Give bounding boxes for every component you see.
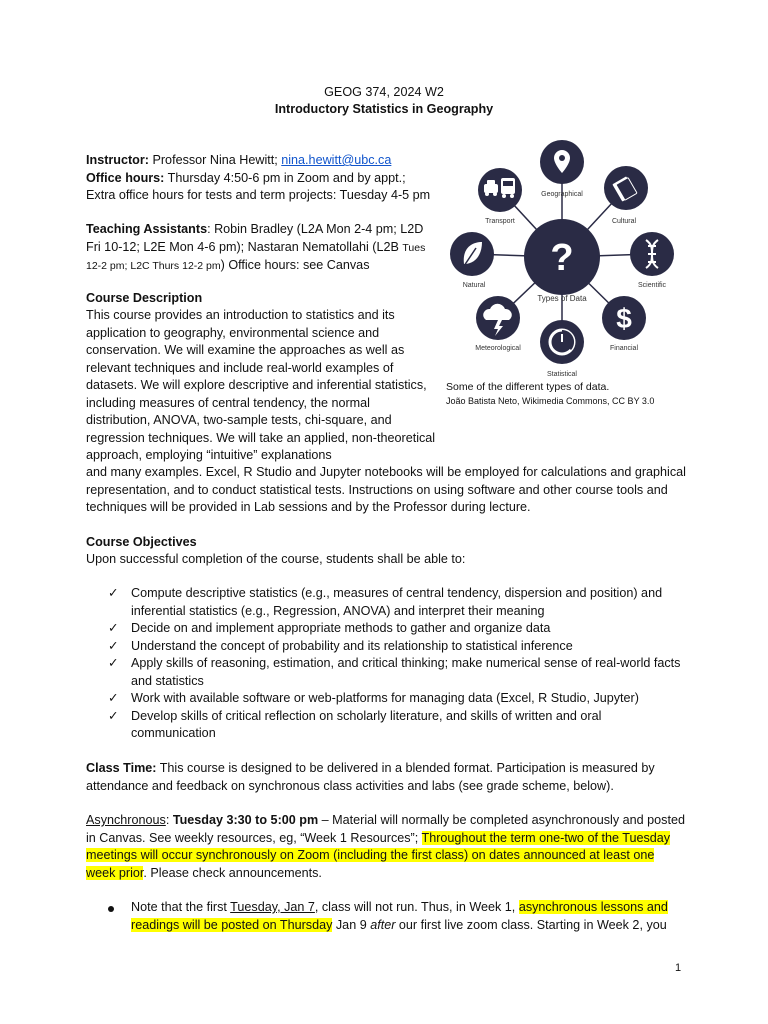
description-line: application to geography, environmental science and xyxy=(86,325,380,340)
ta-label: Teaching Assistants xyxy=(86,222,208,236)
financial-node xyxy=(602,296,646,340)
checkmark-icon: ✓ xyxy=(108,586,119,600)
course-title: Introductory Statistics in Geography xyxy=(274,102,494,116)
dollar-icon: $ xyxy=(616,303,632,334)
description-line: conservation. We will examine the approaches as well as xyxy=(86,343,405,357)
checkmark-icon: ✓ xyxy=(108,691,119,705)
ta-text-b: ) Office hours: see Canvas xyxy=(220,258,370,272)
class-time-label: Class Time: xyxy=(86,761,157,775)
ta-small-text: Tues 12-2 pm; L2C Thurs 12-2 pm xyxy=(86,241,426,272)
objective-item: ✓ Develop skills of critical reflection on scholarly literature, and skills of written and oral communication xyxy=(108,708,602,740)
first-class-note: Note that the first Tuesday, Jan 7, class will not run. Thus, in Week 1, asynchronous lessons and readings will be posted on Thursday Jan 9 after our first live zoom class. Starting in Week 2, you xyxy=(108,899,683,934)
natural-node xyxy=(450,232,494,276)
objectives-heading: Course Objectives xyxy=(86,535,197,549)
instructor-name: Professor Nina Hewitt; xyxy=(148,153,282,167)
scientific-node xyxy=(630,232,674,276)
office-hours-text: Thursday 4:50-6 pm in Zoom and by appt.; Extra office hours for tests and term projects: Tuesday 4-5 pm xyxy=(86,170,431,202)
objectives-intro: Upon successful completion of the course, students shall be able to: xyxy=(86,552,466,566)
geographical-node xyxy=(540,140,584,184)
statistical-label: Statistical xyxy=(547,371,577,378)
transport-node xyxy=(478,168,522,212)
center-node xyxy=(524,219,600,295)
cultural-label: Cultural xyxy=(611,218,637,225)
course-description-narrow xyxy=(86,307,446,465)
meteorological-label: Meteorological xyxy=(475,345,521,352)
ta-text-a: : Robin Bradley (L2A Mon 2-4 pm; L2D Fri 10-12; L2E Mon 4-6 pm); Nastaran Nematollahi (L2B xyxy=(86,222,424,254)
instructor-label: Instructor: xyxy=(86,153,149,167)
objective-item: ✓ Apply skills of reasoning, estimation, and critical thinking; make numerical sense of real-world facts and statistics xyxy=(108,656,681,688)
first-tuesday-date: Tuesday, Jan 7 xyxy=(230,900,315,914)
objective-item: ✓ Work with available software or web-platforms for managing data (Excel, R Studio, Jupyter) xyxy=(108,690,688,708)
asynchronous-label: Asynchronous xyxy=(86,813,166,827)
objective-item: ✓ Compute descriptive statistics (e.g., measures of central tendency, dispersion and position) and inferential statistics (e.g., Regression, ANOVA) and interpret their meaning xyxy=(108,586,663,618)
meteorological-node xyxy=(476,296,520,340)
class-time xyxy=(86,760,686,795)
financial-label: Financial xyxy=(609,345,639,352)
teaching-assistants xyxy=(86,221,436,276)
types-of-data-diagram xyxy=(440,130,680,380)
asynchronous-text-b: . Please check announcements. xyxy=(143,865,322,880)
figure-caption: Some of the different types of data. xyxy=(446,381,610,393)
description-line: datasets. We will explore descriptive and inferential statistics, xyxy=(86,378,427,392)
scientific-label: Scientific xyxy=(637,282,667,289)
cultural-node xyxy=(604,166,648,210)
course-code: GEOG 374, 2024 W2 xyxy=(324,85,444,99)
description-line: distribution, ANOVA, two-sample tests, chi-square, and xyxy=(86,413,392,427)
checkmark-icon: ✓ xyxy=(108,621,119,635)
objective-item: ✓ Understand the concept of probability and its relationship to statistical inference xyxy=(108,638,688,656)
office-hours-label: Office hours: xyxy=(86,170,165,185)
description-line: approach, employing “intuitive” explanations xyxy=(86,448,332,462)
checkmark-icon: ✓ xyxy=(108,638,119,653)
objective-item: ✓ Decide on and implement appropriate methods to gather and organize data xyxy=(108,620,688,638)
page-number: 1 xyxy=(675,962,682,974)
geographical-label: Geographical xyxy=(541,191,583,198)
note-highlight: asynchronous lessons and readings will be posted on Thursday xyxy=(131,900,668,932)
statistical-node xyxy=(540,320,584,364)
description-line: regression techniques. We will take an applied, non-theoretical xyxy=(86,430,436,445)
transport-label: Transport xyxy=(485,218,515,225)
objectives-list xyxy=(108,585,688,743)
course-description-heading: Course Description xyxy=(86,291,203,305)
asynchronous-text-a: – Material will normally be completed asynchronously and posted in Canvas. See weekly resources, eg, “Week 1 Resources”; xyxy=(86,813,685,845)
question-mark-icon: ? xyxy=(550,237,574,279)
asynchronous-section: Asynchronous: Tuesday 3:30 to 5:00 pm – Material will normally be completed asynchronously and posted in Canvas. See weekly resources, eg, “Week 1 Resources”; Throughout the term one-two of the Tuesday meetings will occur synchronously on Zoom (including the first class) on dates announced at least one week prior. Please check announcements. xyxy=(86,813,685,880)
instructor-email-link[interactable]: nina.hewitt@ubc.ca xyxy=(281,153,392,167)
description-line: This course provides an introduction to statistics and its xyxy=(86,308,395,322)
class-time-text: This course is designed to be delivered in a blended format. Participation is measured by attendance and feedback on synchronous class activities and labs (see grade scheme, below). xyxy=(86,761,655,793)
asynchronous-time: Tuesday 3:30 to 5:00 pm xyxy=(172,813,319,827)
checkmark-icon: ✓ xyxy=(108,708,119,723)
course-description-full: and many examples. Excel, R Studio and Jupyter notebooks will be employed for calculations and graphical representation, and to conduct statistical tests. Instructions on using software and other course tools and techniques will be provided in Lab sessions and by the Professor during lecture. xyxy=(86,465,686,514)
description-line: relevant techniques and include real-world examples of xyxy=(86,360,394,375)
description-line: including measures of central tendency, the normal xyxy=(86,395,370,410)
asynchronous-highlight: Throughout the term one-two of the Tuesday meetings will occur synchronously on Zoom (including the first class) on dates announced at least one week prior xyxy=(86,830,671,880)
natural-label: Natural xyxy=(462,282,486,289)
checkmark-icon: ✓ xyxy=(108,656,119,670)
center-label: Types of Data xyxy=(537,294,587,303)
instructor-block xyxy=(86,152,436,205)
bullet-icon xyxy=(108,906,114,912)
figure-credit: João Batista Neto, Wikimedia Commons, CC BY 3.0 xyxy=(446,396,655,406)
